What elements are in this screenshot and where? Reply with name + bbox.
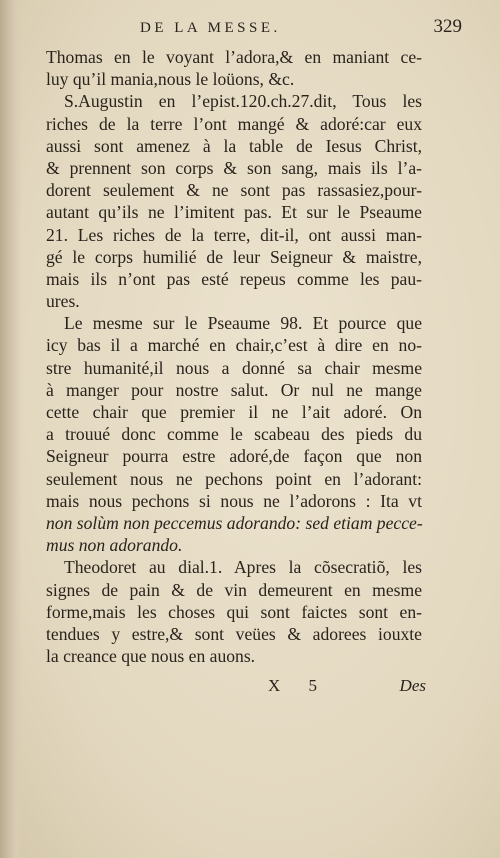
latin-quotation-line: non solùm non peccemus adorando: sed etiam pecce- bbox=[46, 512, 423, 533]
text-line: signes de pain & de vin demeurent en mesme bbox=[46, 579, 422, 600]
text-line: Theodoret au dial.1. Apres la cõsecratiõ, les bbox=[64, 557, 422, 578]
text-line: icy bas il a marché en chair,c’est à dire en no- bbox=[46, 335, 422, 356]
catchword: Des bbox=[399, 676, 426, 695]
text-line: & prennent son corps & son sang, mais ils l’a- bbox=[46, 157, 422, 178]
text-line: stre humanité,il nous a donné sa chair mesme bbox=[46, 357, 422, 378]
text-line: dorent seulement & ne sont pas rassasiez,pour- bbox=[46, 180, 422, 201]
text-line: la creance que nous en auons. bbox=[46, 646, 256, 667]
text-line: à manger pour nostre salut. Or nul ne mange bbox=[46, 379, 422, 400]
text-line: autant qu’ils ne l’imitent pas. Et sur le Pseaume bbox=[46, 202, 422, 223]
text-line: cette chair que premier il ne l’ait adoré. On bbox=[46, 402, 422, 422]
text-line: aussi sont amenez à la table de Iesus Christ, bbox=[46, 135, 422, 156]
text-line: seulement nous ne pechons point en l’adorant: bbox=[46, 468, 422, 489]
text-line: Thomas en le voyant l’adora,& en maniant ce- bbox=[46, 47, 422, 67]
text-line: 21. Les riches de la terre, dit-il, ont aussi man- bbox=[46, 224, 422, 245]
binding-gutter bbox=[0, 0, 22, 858]
text-line: riches de la terre l’ont mangé & adoré:car eux bbox=[46, 113, 422, 134]
page-header bbox=[40, 16, 462, 40]
text-line: forme,mais les choses qui sont faictes sont en- bbox=[46, 601, 422, 622]
page-footer bbox=[46, 676, 426, 700]
running-head: DE LA MESSE. bbox=[140, 20, 281, 36]
text-line: ures. bbox=[46, 291, 80, 312]
signature-mark: X 5 bbox=[268, 676, 330, 695]
latin-quotation-line: mus non adorando. bbox=[46, 535, 183, 556]
text-line: Le mesme sur le Pseaume 98. Et pource que bbox=[64, 313, 422, 334]
body-text bbox=[46, 46, 422, 667]
text-line: mais ils n’ont pas esté repeus comme les pau- bbox=[46, 268, 422, 289]
text-line: gé le corps humilié de leur Seigneur & maistre, bbox=[46, 246, 422, 267]
text-line: S.Augustin en l’epist.120.ch.27.dit, Tous les bbox=[64, 91, 422, 112]
text-line: Seigneur pourra estre adoré,de façon que non bbox=[46, 446, 422, 467]
text-line: a trouué donc comme le scabeau des pieds du bbox=[46, 424, 422, 445]
text-line: luy qu’il mania,nous le loüons, &c. bbox=[46, 69, 295, 90]
text-line: mais nous pechons si nous ne l’adorons : Ita vt bbox=[46, 490, 422, 511]
text-line: tendues y estre,& sont veües & adorees iouxte bbox=[46, 623, 422, 644]
page-number: 329 bbox=[433, 16, 462, 37]
